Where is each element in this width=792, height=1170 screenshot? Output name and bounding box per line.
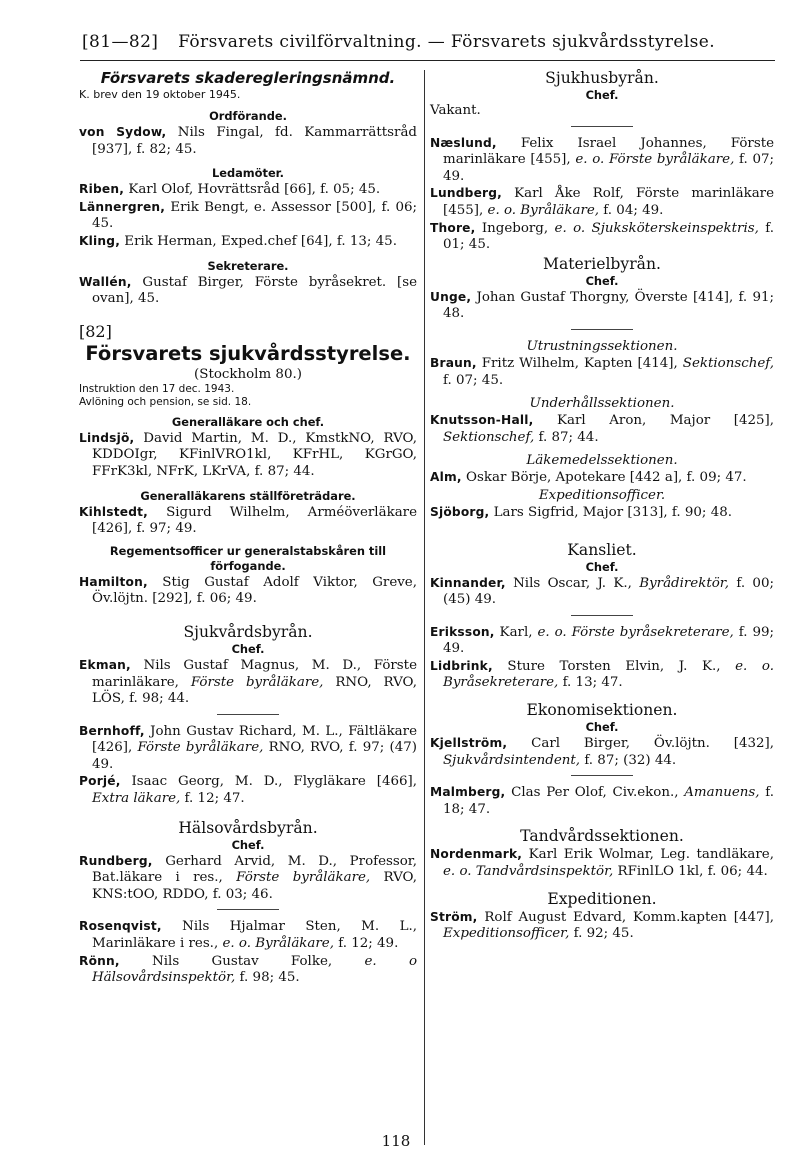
- styrelse-location: (Stockholm 80.): [194, 366, 302, 382]
- entry-knutsson: Knutsson-Hall, Karl Aron, Major [425], Sektionschef, f. 87; 44.: [430, 413, 774, 445]
- exp-head: Expeditionsofficer.: [538, 487, 666, 503]
- instruktion: Instruktion den 17 dec. 1943.: [79, 382, 235, 395]
- materiel-chef: Chef.: [585, 273, 619, 288]
- vakant: Vakant.: [430, 103, 481, 118]
- entry-nordenmark: Nordenmark, Karl Erik Wolmar, Leg. tandläkare, e. o. Tandvårdsinspektör, RFinlLO 1kl, f. 06; 44.: [430, 847, 774, 880]
- utr-head: Utrustningssektionen.: [526, 338, 678, 354]
- header-rule: [80, 60, 775, 61]
- exped-title: Expeditionen.: [547, 889, 657, 908]
- entry-unge: Unge, Johan Gustaf Thorgny, Överste [414], f. 91; 48.: [430, 289, 774, 322]
- entry-kjellstrom: Kjellström, Carl Birger, Öv.löjtn. [432], Sjukvårdsintendent, f. 87; (32) 44.: [430, 736, 774, 768]
- left-column: [79, 68, 417, 987]
- entry-led3: Kling, Erik Herman, Exped.chef [64], f. 13; 45.: [79, 233, 397, 249]
- entry-gen: Lindsjö, David Martin, M. D., KmstkNO, RVO, KDDOIgr, KFinlVRO1kl, KFrHL, KGrGO, FFrK3kl, NFrK, LKrVA, f. 87; 44.: [79, 430, 417, 479]
- ordf-role: Ordförande.: [209, 109, 287, 123]
- entry-naslund: Næslund, Felix Israel Johannes, Förste marinläkare [455], e. o. Förste byråläkare, f. 07; 49.: [430, 135, 774, 184]
- entry-braun: Braun, Fritz Wilhelm, Kapten [414], Sektionschef, f. 07; 45.: [430, 355, 774, 388]
- entry-rosenqvist: Rosenqvist, Nils Hjalmar Sten, M. L., Marinläkare i res., e. o. Byråläkare, f. 12; 49.: [79, 919, 417, 952]
- page-ref-82: [82]: [79, 321, 112, 341]
- entry-rundberg: Rundberg, Gerhard Arvid, M. D., Professor, Bat.läkare i res., Förste byråläkare, RVO, KNS:tOO, RDDO, f. 03; 46.: [79, 853, 417, 902]
- kansliet-chef: Chef.: [585, 559, 619, 574]
- namnd-brev: K. brev den 19 oktober 1945.: [79, 88, 241, 101]
- entry-reg: Hamilton, Stig Gustaf Adolf Viktor, Greve, Öv.löjtn. [292], f. 06; 49.: [79, 574, 417, 607]
- halso-chef: Chef.: [231, 837, 265, 852]
- sjukv-title: Sjukvårdsbyrån.: [183, 622, 313, 641]
- divider: [217, 714, 279, 715]
- divider: [217, 909, 279, 910]
- entry-eriksson: Eriksson, Karl, e. o. Förste byråsekreterare, f. 99; 49.: [430, 624, 774, 657]
- sjukhus-chef: Chef.: [585, 88, 619, 102]
- entry-malmberg: Malmberg, Clas Per Olof, Civ.ekon., Amanuens, f. 18; 47.: [430, 785, 774, 817]
- right-column: [430, 68, 774, 943]
- entry-ekman: Ekman, Nils Gustaf Magnus, M. D., Förste marinläkare, Förste byråläkare, RNO, RVO, LÖS, f. 98; 44.: [79, 657, 417, 707]
- divider: [571, 126, 633, 127]
- entry-kinnander: Kinnander, Nils Oscar, J. K., Byrådirektör, f. 00; (45) 49.: [430, 575, 774, 608]
- entry-lidbrink: Lidbrink, Sture Torsten Elvin, J. K., e. o. Byråsekreterare, f. 13; 47.: [430, 658, 774, 691]
- page-number: 118: [381, 1132, 411, 1150]
- entry-sjoborg: Sjöborg, Lars Sigfrid, Major [313], f. 90; 48.: [430, 504, 732, 520]
- und-head: Underhållssektionen.: [529, 396, 675, 412]
- sekr-role: Sekreterare.: [207, 258, 289, 273]
- entry-strom: Ström, Rolf August Edvard, Komm.kapten [447], Expeditionsofficer, f. 92; 45.: [430, 909, 774, 942]
- entry-lundberg: Lundberg, Karl Åke Rolf, Förste marinläkare [455], e. o. Byråläkare, f. 04; 49.: [430, 186, 774, 218]
- entry-led1: Riben, Karl Olof, Hovrättsråd [66], f. 05; 45.: [79, 182, 381, 198]
- namnd-title: Försvarets skaderegleringsnämnd.: [100, 69, 396, 87]
- entry-alm: Alm, Oskar Börje, Apotekare [442 a], f. 09; 47.: [430, 470, 747, 486]
- entry-led2: Lännergren, Erik Bengt, e. Assessor [500], f. 06; 45.: [79, 199, 417, 232]
- entry-ordf: von Sydow, Nils Fingal, fd. Kammarrättsråd [937], f. 82; 45.: [79, 125, 418, 157]
- divider: [571, 329, 633, 330]
- sjukhus-title: Sjukhusbyrån.: [545, 69, 659, 87]
- header-title: Försvarets civilförvaltning. — Försvarets sjukvårdsstyrelse.: [178, 32, 716, 52]
- entry-sekr: Wallén, Gustaf Birger, Förste byråsekret. [se ovan], 45.: [79, 274, 417, 307]
- column-divider: [424, 70, 425, 1145]
- ekon-title: Ekonomisektionen.: [526, 701, 678, 720]
- sjukv-chef: Chef.: [231, 641, 265, 656]
- materiel-title: Materielbyrån.: [543, 254, 661, 273]
- reg-role: Regementsofficer ur generalstabskåren till förfogande.: [109, 543, 387, 573]
- header-page-ref: [81—82]: [82, 32, 159, 52]
- tand-title: Tandvårdssektionen.: [520, 827, 684, 846]
- lak-head: Läkemedelssektionen.: [526, 453, 678, 469]
- kansliet-title: Kansliet.: [567, 540, 637, 559]
- stf-role: Generalläkarens ställföreträdare.: [140, 488, 356, 503]
- ekon-chef: Chef.: [585, 720, 619, 735]
- avloning: Avlöning och pension, se sid. 18.: [79, 395, 252, 408]
- entry-porje: Porjé, Isaac Georg, M. D., Flygläkare [466], Extra läkare, f. 12; 47.: [79, 774, 417, 807]
- entry-bernhoff: Bernhoff, John Gustav Richard, M. L., Fältläkare [426], Förste byråläkare, RNO, RVO, f. 97; (47) 49.: [79, 723, 417, 772]
- running-header: [82, 32, 772, 52]
- divider: [571, 615, 633, 616]
- entry-ronn: Rönn, Nils Gustav Folke, e. o Hälsovårdsinspektör, f. 98; 45.: [79, 953, 417, 986]
- gen-role: Generalläkare och chef.: [171, 414, 325, 429]
- styrelse-title: Försvarets sjukvårdsstyrelse.: [85, 341, 411, 365]
- entry-thore: Thore, Ingeborg, e. o. Sjuksköterskeinspektris, f. 01; 45.: [430, 220, 774, 253]
- led-role: Ledamöter.: [211, 166, 284, 181]
- halso-title: Hälsovårdsbyrån.: [178, 818, 318, 837]
- entry-stf: Kihlstedt, Sigurd Wilhelm, Arméöverläkare [426], f. 97; 49.: [79, 504, 417, 537]
- divider: [571, 775, 633, 776]
